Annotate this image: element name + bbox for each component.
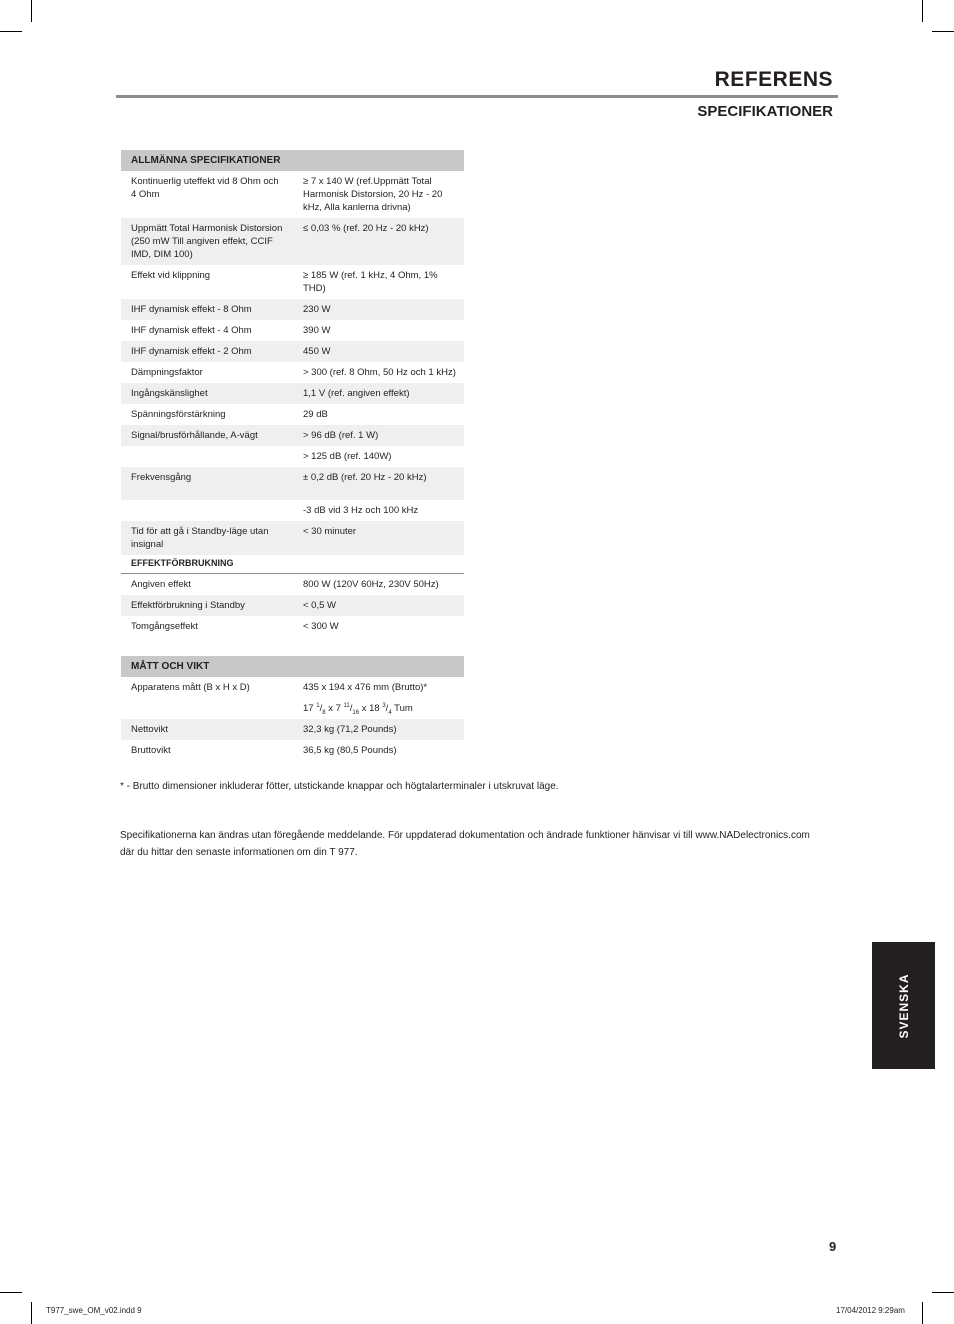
spec-value: ≥ 185 W (ref. 1 kHz, 4 Ohm, 1% THD)	[303, 270, 438, 294]
table-row	[121, 677, 464, 698]
general-spec-heading: ALLMÄNNA SPECIFIKATIONER	[121, 150, 464, 171]
spec-value: -3 dB vid 3 Hz och 100 kHz	[303, 505, 419, 516]
spec-label	[121, 446, 293, 467]
power-spec-heading: EFFEKTFÖRBRUKNING	[121, 554, 464, 574]
table-row	[121, 595, 464, 616]
spec-label: Effekt vid klippning	[131, 270, 211, 281]
table-heading-row	[121, 150, 464, 171]
spec-value: ≥ 7 x 140 W (ref.Uppmätt Total Harmonisk Distorsion, 20 Hz - 20 kHz, Alla kanlerna drivna)	[303, 176, 443, 213]
general-spec-table	[121, 150, 464, 555]
section-title: SPECIFIKATIONER	[697, 103, 833, 120]
spec-label: Angiven effekt	[131, 579, 192, 590]
spec-label: IHF dynamisk effekt - 4 Ohm	[131, 325, 252, 336]
power-spec-table	[121, 554, 464, 637]
footnote: * - Brutto dimensioner inkluderar fötter, utstickande knappar och högtalarterminaler i utskruvat läge.	[120, 781, 559, 792]
spec-value: 800 W (120V 60Hz, 230V 50Hz)	[303, 579, 439, 590]
table-row	[121, 425, 464, 446]
fraction-denominator: 4	[388, 709, 392, 716]
footer-date: 17/04/2012 9:29am	[836, 1306, 905, 1315]
spec-value: 29 dB	[303, 409, 328, 420]
spec-label: Nettovikt	[121, 719, 293, 740]
table-row	[121, 719, 464, 740]
fraction-denominator: 8	[322, 709, 326, 716]
spec-label: Apparatens mått (B x H x D)	[131, 682, 250, 693]
spec-label: Frekvensgång	[121, 467, 293, 500]
language-tab-label: SVENSKA	[896, 972, 911, 1039]
table-row	[121, 740, 464, 761]
inch-whole: x 7	[328, 703, 341, 714]
table-row	[121, 218, 464, 265]
fraction-numerator: 11	[343, 702, 350, 709]
fraction-numerator: 3	[382, 702, 386, 709]
spec-label: Tid för att gå i Standby-läge utan insignal	[121, 521, 293, 555]
table-row	[121, 320, 464, 341]
crop-mark	[922, 1302, 923, 1324]
spec-label: Bruttovikt	[131, 745, 171, 756]
spec-label: Uppmätt Total Harmonisk Distorsion (250 mW Till angiven effekt, CCIF IMD, DIM 100)	[121, 218, 293, 265]
spec-value: 1,1 V (ref. angiven effekt)	[293, 383, 464, 404]
table-row	[121, 446, 464, 467]
crop-mark	[0, 31, 22, 32]
table-row	[121, 616, 464, 637]
spec-value: 36,5 kg (80,5 Pounds)	[303, 745, 397, 756]
spec-value: > 96 dB (ref. 1 W)	[293, 425, 464, 446]
fraction-numerator: 1	[316, 702, 320, 709]
spec-value: 450 W	[293, 341, 464, 362]
spec-value: < 0,5 W	[293, 595, 464, 616]
spec-label: Effektförbrukning i Standby	[121, 595, 293, 616]
inch-unit: Tum	[394, 703, 413, 714]
inch-whole: x 18	[361, 703, 380, 714]
spec-label: Kontinuerlig uteffekt vid 8 Ohm och 4 Ohm	[131, 176, 279, 200]
table-heading-row	[121, 656, 464, 677]
crop-mark	[932, 31, 954, 32]
table-row	[121, 500, 464, 521]
page-title: REFERENS	[714, 68, 833, 91]
spec-label	[121, 698, 293, 719]
table-row	[121, 341, 464, 362]
spec-value-inches: 17 $^1/_8$ x 7 $^{11}/_{16}$ x 18 $^3/_4$ Tum	[303, 702, 413, 716]
spec-value: < 30 minuter	[293, 521, 464, 555]
inch-whole: 17	[303, 703, 314, 714]
spec-label: Signal/brusförhållande, A-vägt	[121, 425, 293, 446]
spec-value: ± 0,2 dB (ref. 20 Hz - 20 kHz)	[293, 467, 464, 500]
table-row	[121, 521, 464, 555]
table-row	[121, 698, 464, 719]
page-number: 9	[829, 1239, 837, 1254]
dimensions-spec-heading: MÅTT OCH VIKT	[121, 656, 464, 677]
table-row	[121, 574, 464, 596]
spec-label: Tomgångseffekt	[131, 621, 198, 632]
crop-mark	[922, 0, 923, 22]
spec-value: > 125 dB (ref. 140W)	[303, 451, 392, 462]
crop-mark	[31, 0, 32, 22]
spec-label: Ingångskänslighet	[121, 383, 293, 404]
spec-value: > 300 (ref. 8 Ohm, 50 Hz och 1 kHz)	[303, 367, 456, 378]
spec-value: ≤ 0,03 % (ref. 20 Hz - 20 kHz)	[293, 218, 464, 265]
disclaimer-line: där du hittar den senaste informationen om din T 977.	[120, 847, 358, 858]
spec-label: Dämpningsfaktor	[131, 367, 203, 378]
title-rule	[116, 95, 838, 98]
spec-label: IHF dynamisk effekt - 8 Ohm	[121, 299, 293, 320]
fraction-denominator: 16	[352, 709, 360, 716]
table-heading-row	[121, 554, 464, 574]
table-row	[121, 362, 464, 383]
spec-value: 230 W	[293, 299, 464, 320]
table-row	[121, 265, 464, 299]
spec-label	[121, 500, 293, 521]
footer-file-info: T977_swe_OM_v02.indd 9	[46, 1306, 142, 1315]
crop-mark	[0, 1292, 22, 1293]
crop-mark	[932, 1292, 954, 1293]
table-row	[121, 299, 464, 320]
spec-label: IHF dynamisk effekt - 2 Ohm	[121, 341, 293, 362]
table-row	[121, 383, 464, 404]
dimensions-spec-table	[121, 656, 464, 761]
language-tab	[872, 942, 935, 1069]
spec-value: 390 W	[303, 325, 331, 336]
crop-mark	[31, 1302, 32, 1324]
table-row	[121, 404, 464, 425]
spec-label: Spänningsförstärkning	[131, 409, 226, 420]
table-row	[121, 467, 464, 500]
spec-value: < 300 W	[303, 621, 339, 632]
spec-value: 32,3 kg (71,2 Pounds)	[293, 719, 464, 740]
table-row	[121, 171, 464, 218]
spec-value: 435 x 194 x 476 mm (Brutto)*	[303, 682, 428, 693]
disclaimer-line: Specifikationerna kan ändras utan föregående meddelande. För uppdaterad dokumentation och ändrade funktioner hänvisar vi till www.NADelectronics.com	[120, 830, 810, 841]
